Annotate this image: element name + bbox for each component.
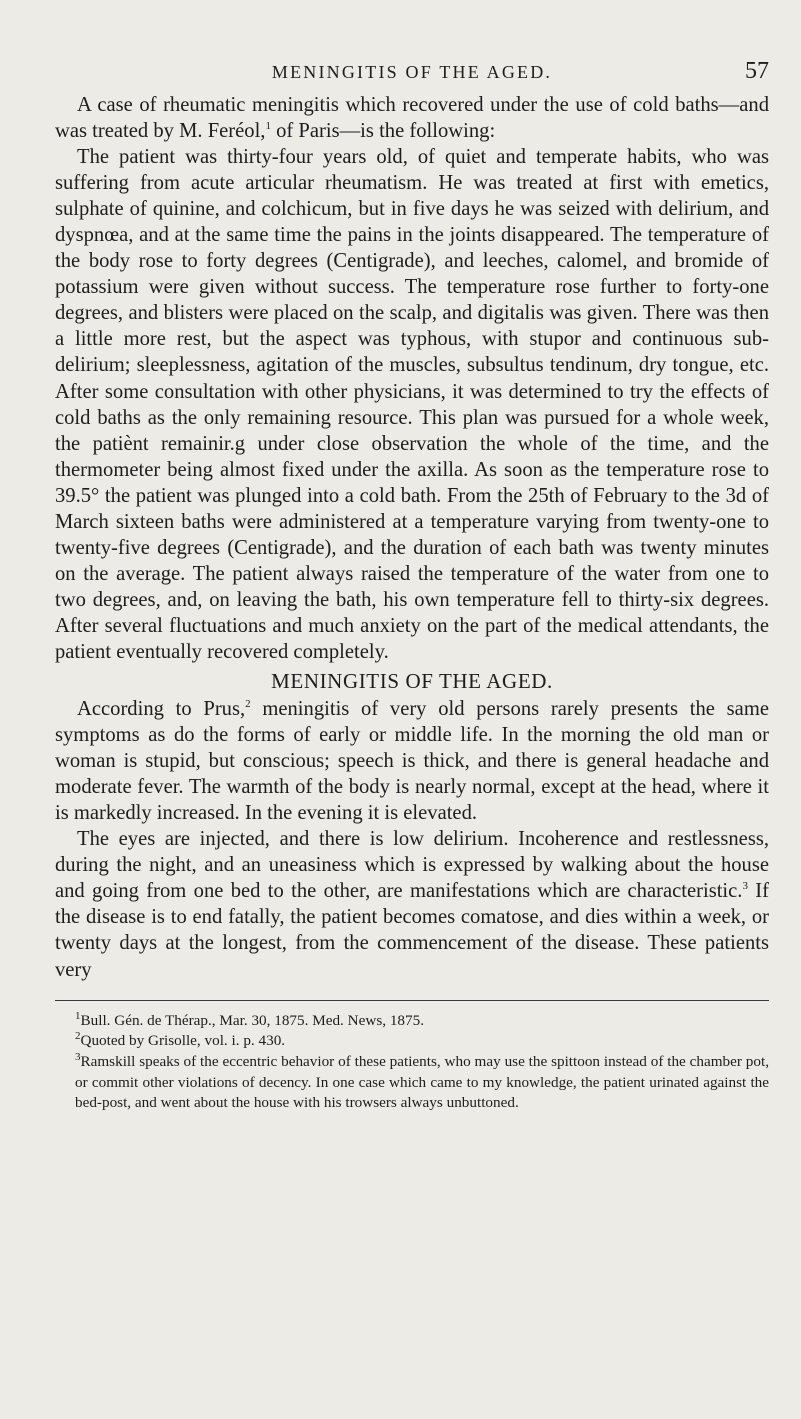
paragraph-symptoms xyxy=(55,826,769,982)
footnote-1 xyxy=(55,1011,769,1032)
footnote-number: 2 xyxy=(75,1030,81,1043)
footnote-number: 1 xyxy=(75,1009,81,1022)
footnote-3 xyxy=(55,1052,769,1114)
paragraph-text: A case of rheumatic meningitis which recovered under the use of cold baths—and was treated by M. Feréol, xyxy=(55,94,769,143)
footnote-2 xyxy=(55,1031,769,1052)
page-number: 57 xyxy=(745,58,769,84)
section-heading: MENINGITIS OF THE AGED. xyxy=(271,669,553,694)
footnote-text: Quoted by Grisolle, vol. i. p. 430. xyxy=(80,1032,286,1050)
paragraph-text: If the disease is to end fatally, the patient becomes comatose, and dies within a week, or twenty days at the longest, from the commencement of the disease. These patients very xyxy=(55,880,769,981)
footnote-marker: 2 xyxy=(245,698,251,711)
paragraph-text: meningitis of very old persons rarely presents the same symptoms as do the forms of early or middle life. In the morning the old man or woman is stupid, but conscious; speech is thick, and there is general headache and moderate fever. The warmth of the body is nearly normal, except at the head, where it is markedly increased. In the evening it is elevated. xyxy=(55,698,769,825)
paragraph-text: of Paris—is the following: xyxy=(270,120,496,143)
paragraph-case-intro xyxy=(55,92,769,144)
body-text xyxy=(55,92,769,983)
footnotes xyxy=(55,1011,769,1115)
paragraph-text: According to Prus, xyxy=(77,698,246,721)
running-head xyxy=(55,58,769,86)
paragraph-prus xyxy=(55,696,769,826)
paragraph-text: The eyes are injected, and there is low delirium. Incoherence and restlessness, during the night, and an uneasiness which is expressed by walking about the house and going from one bed to the other, are manifestations which are characteristic. xyxy=(55,828,769,903)
footnote-divider xyxy=(55,1000,769,1001)
footnote-text: Ramskill speaks of the eccentric behavior of these patients, who may use the spittoon instead of the chamber pot, or commit other violations of decency. In one case which came to my knowledge, the patient urinated against the bed-post, and went about the house with his trowsers always unbuttoned. xyxy=(75,1052,769,1112)
footnote-text: Bull. Gén. de Thérap., Mar. 30, 1875. Med. News, 1875. xyxy=(80,1011,424,1029)
footnote-number: 3 xyxy=(75,1050,81,1063)
paragraph-case-history: The patient was thirty-four years old, of quiet and temperate habits, who was suffering from acute articular rheumatism. He was treated at first with emetics, sulphate of quinine, and colchicum, but in five days he was seized with delirium, and dyspnœa, and at the same time the pains in the joints disappeared. The temperature of the body rose to forty degrees (Centigrade), and leeches, calomel, and bromide of potassium were given without success. The temperature rose further to forty-one degrees, and blisters were placed on the scalp, and digitalis was given. There was then a little more rest, but the aspect was typhous, with stupor and continuous sub-delirium; sleeplessness, agitation of the muscles, subsultus tendinum, dry tongue, etc. After some consultation with other physicians, it was determined to try the effects of cold baths as the only remaining resource. This plan was pursued for a whole week, the patiènt remainir.g under close observation the whole of the time, and the thermometer being almost fixed under the axilla. As soon as the temperature rose to 39.5° the patient was plunged into a cold bath. From the 25th of February to the 3d of March sixteen baths were administered at a temperature varying from twenty-one to twenty-five degrees (Centigrade), and the duration of each bath was twenty minutes on the average. The patient always raised the temperature of the water from one to two degrees, and, on leaving the bath, his own temperature fell to thirty-six degrees. After several fluctuations and much anxiety on the part of the medical attendants, the patient eventually recovered completely. xyxy=(55,146,769,663)
footnote-marker: 1 xyxy=(265,120,271,133)
running-title: MENINGITIS OF THE AGED. xyxy=(271,62,553,82)
footnote-marker: 3 xyxy=(742,880,748,893)
